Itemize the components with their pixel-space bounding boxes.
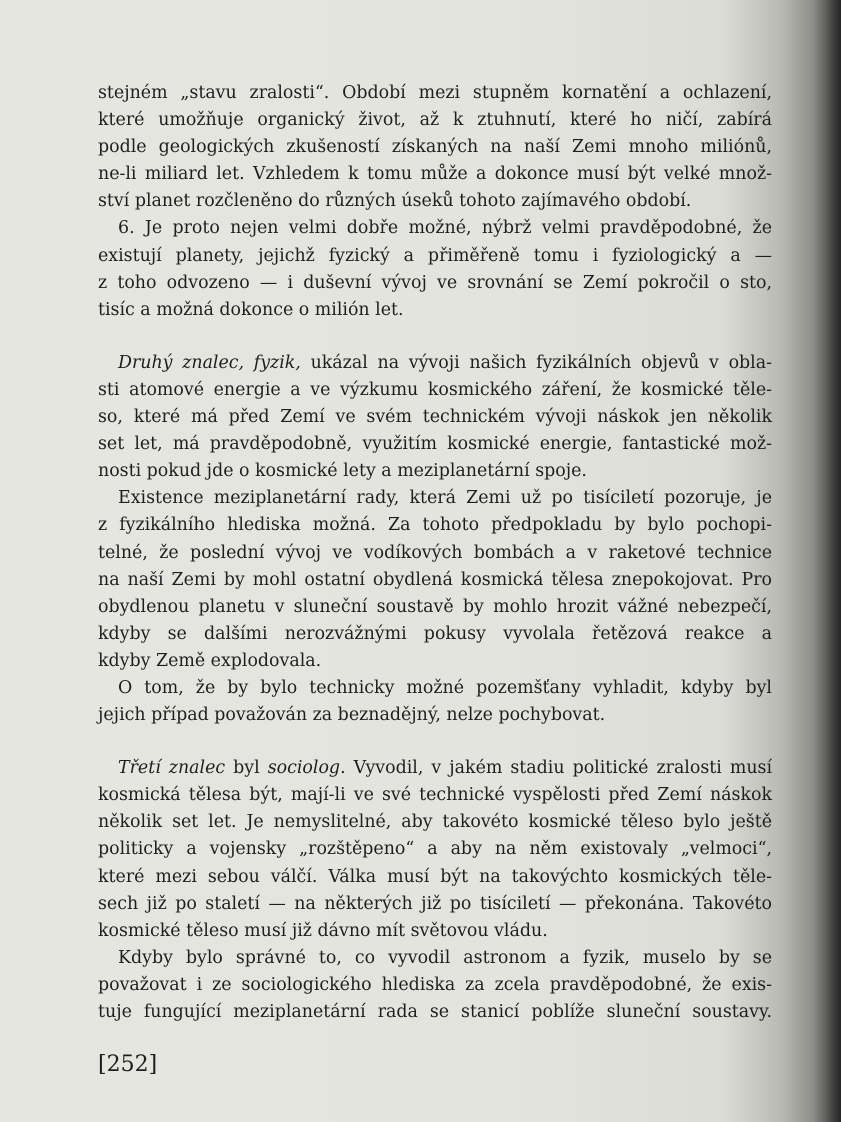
text-line: které umožňuje organický život, až k ztuhnutí, které ho ničí, zabírá <box>98 110 772 131</box>
body-text <box>98 80 772 1026</box>
text-line: existují planety, jejichž fyzický a přiměřeně tomu i fyziologický a — <box>98 245 772 266</box>
italic-term: sociolog <box>267 758 341 779</box>
section-gap <box>98 324 772 350</box>
text-line: podle geologických zkušeností získaných na naší Zemi mnoho miliónů, <box>98 137 772 158</box>
text-line: z fyzikálního hlediska možná. Za tohoto předpokladu by bylo pochopi- <box>98 515 772 536</box>
text-line: telné, že poslední vývoj ve vodíkových bombách a v raketové technice <box>98 542 772 563</box>
line-rest: ukázal na vývoji našich fyzikálních objevů v obla- <box>300 352 772 373</box>
line-plain: byl <box>225 758 268 779</box>
text-line: Kdyby bylo správné to, co vyvodil astronom a fyzik, muselo by se <box>118 947 772 968</box>
text-line: sti atomové energie a ve výzkumu kosmického záření, že kosmické těle- <box>98 379 772 400</box>
text-line: kosmické těleso musí již dávno mít světovou vládu. <box>98 920 548 941</box>
text-line: sech již po staletí — na některých již po tisíciletí — překonána. Takovéto <box>98 893 772 914</box>
text-line: kdyby Země explodovala. <box>98 650 322 671</box>
paragraph-5 <box>98 675 772 729</box>
text-line: považovat i ze sociologického hlediska za zcela pravděpodobné, že exis- <box>98 974 772 995</box>
paragraph-6 <box>98 755 772 945</box>
text-line: tisíc a možná dokonce o milión let. <box>98 299 404 320</box>
text-line: ství planet rozčleněno do různých úseků tohoto zajímavého období. <box>98 191 692 212</box>
text-line: so, které má před Zemí ve svém technickém vývoji náskok jen několik <box>98 407 772 428</box>
text-line: Existence meziplanetární rady, která Zemi už po tisíciletí pozoruje, je <box>118 488 772 509</box>
italic-lead: Druhý znalec, fyzik, <box>118 352 301 373</box>
text-line: z toho odvozeno — i duševní vývoj ve srovnání se Zemí pokročil o sto, <box>98 272 772 293</box>
text-line <box>98 350 772 377</box>
paragraph-1 <box>98 80 772 215</box>
page-binding-shadow <box>813 0 841 1122</box>
text-line: politicky a vojensky „rozštěpeno“ a aby na něm existovaly „velmoci“, <box>98 839 772 860</box>
text-line <box>98 755 772 782</box>
text-line: stejném „stavu zralosti“. Období mezi stupněm kornatění a ochlazení, <box>98 83 772 103</box>
text-line: tuje fungující meziplanetární rada se stanicí poblíže sluneční soustavy. <box>98 1002 772 1022</box>
text-line: jejich případ považován za beznadějný, nelze pochybovat. <box>98 705 606 726</box>
paragraph-7 <box>98 945 772 1026</box>
text-line: obydlenou planetu v sluneční soustavě by mohlo hrozit vážné nebezpečí, <box>98 596 772 617</box>
page-number: [252] <box>98 1052 158 1077</box>
text-line: několik set let. Je nemyslitelné, aby takovéto kosmické těleso bylo ještě <box>98 812 772 833</box>
text-line: ne-li miliard let. Vzhledem k tomu může a dokonce musí být velké množ- <box>98 164 772 185</box>
italic-lead: Třetí znalec <box>118 758 226 779</box>
text-line: kdyby se dalšími nerozvážnými pokusy vyvolala řetězová reakce a <box>98 623 772 644</box>
paragraph-2 <box>98 215 772 323</box>
text-line: kosmická tělesa být, mají-li ve své technické vyspělosti před Zemí náskok <box>98 785 772 806</box>
text-line: 6. Je proto nejen velmi dobře možné, nýbrž velmi pravděpodobné, že <box>118 218 772 239</box>
line-rest: . Vyvodil, v jakém stadiu politické zralosti musí <box>340 758 773 779</box>
text-line: O tom, že by bylo technicky možné pozemšťany vyhladit, kdyby byl <box>118 677 772 698</box>
text-line: set let, má pravděpodobně, využitím kosmické energie, fantastické mož- <box>98 434 772 455</box>
section-gap <box>98 729 772 755</box>
text-line: které mezi sebou válčí. Válka musí být na takovýchto kosmických těle- <box>98 866 772 887</box>
paragraph-4 <box>98 485 772 675</box>
text-line: na naší Zemi by mohl ostatní obydlená kosmická tělesa znepokojovat. Pro <box>98 569 772 590</box>
paragraph-3 <box>98 350 772 485</box>
text-line: nosti pokud jde o kosmické lety a meziplanetární spoje. <box>98 461 587 482</box>
